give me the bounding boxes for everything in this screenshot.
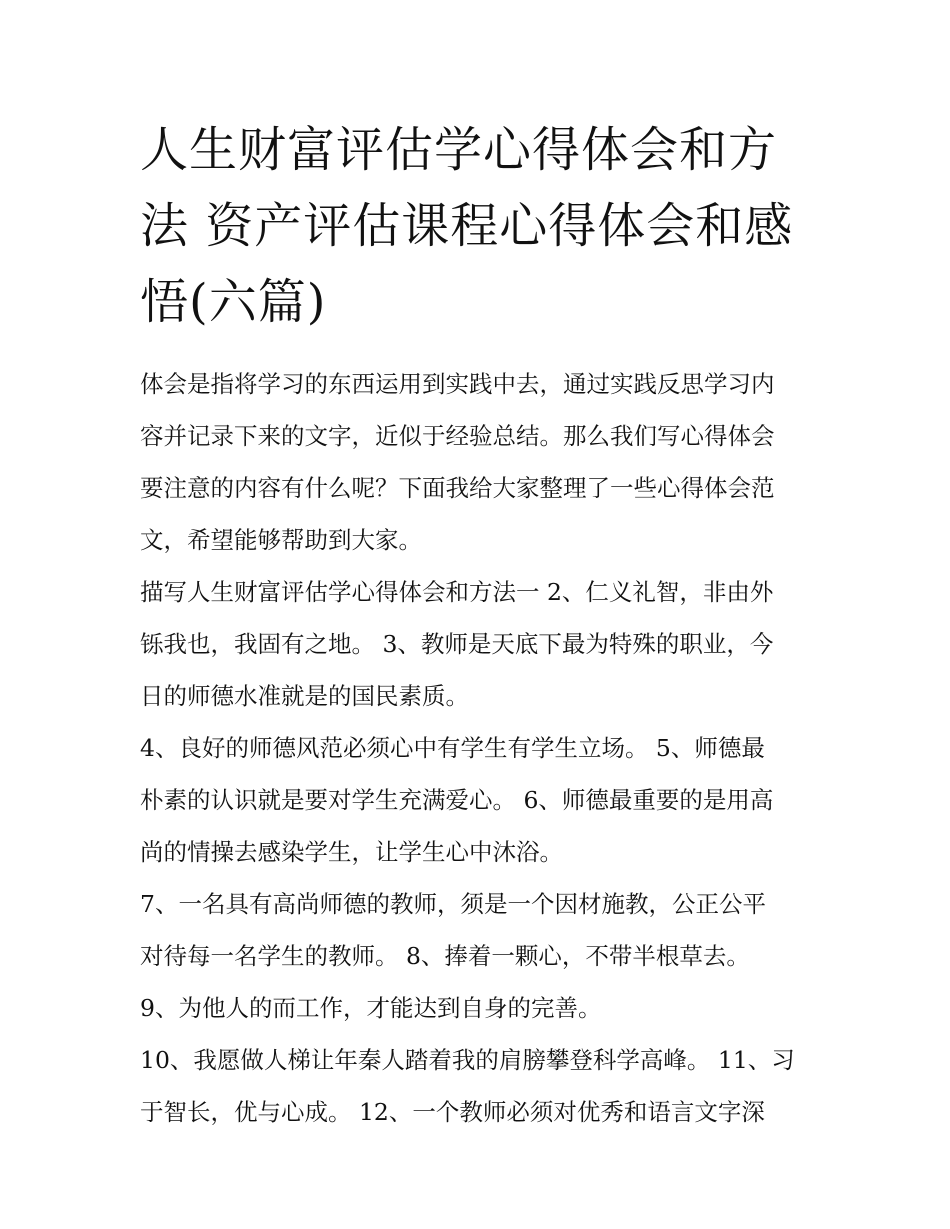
text-line: 日的师德水准就是的国民素质。 xyxy=(140,682,469,710)
document-body xyxy=(140,112,812,1138)
text-line: 描写人生财富评估学心得体会和方法一 2、仁义礼智，非由外 xyxy=(140,578,774,606)
document-paragraphs xyxy=(140,358,812,1138)
paragraph-items-7-8 xyxy=(140,878,812,982)
title-line: 悟(六篇) xyxy=(140,274,327,330)
text-line: 于智长，优与心成。 12、一个教师必须对优秀和语言文字深 xyxy=(140,1098,765,1126)
text-line: 体会是指将学习的东西运用到实践中去，通过实践反思学习内 xyxy=(140,370,775,398)
text-line: 要注意的内容有什么呢？下面我给大家整理了一些心得体会范 xyxy=(140,474,775,502)
text-line: 4、良好的师德风范必须心中有学生有学生立场。 5、师德最 xyxy=(140,734,765,762)
title-line: 法 资产评估课程心得体会和感 xyxy=(140,198,794,254)
text-line: 朴素的认识就是要对学生充满爱心。 6、师德最重要的是用高 xyxy=(140,786,774,814)
text-line: 文，希望能够帮助到大家。 xyxy=(140,526,422,554)
paragraph-items-4-6 xyxy=(140,722,812,878)
text-line: 容并记录下来的文字，近似于经验总结。那么我们写心得体会 xyxy=(140,422,775,450)
paragraph-intro xyxy=(140,358,812,566)
paragraph-section-one xyxy=(140,566,812,722)
document-title xyxy=(140,112,812,340)
paragraph-item-9 xyxy=(140,982,812,1034)
text-line: 铄我也，我固有之地。 3、教师是天底下最为特殊的职业，今 xyxy=(140,630,774,658)
text-line: 10、我愿做人梯让年秦人踏着我的肩膀攀登科学高峰。 11、习 xyxy=(140,1046,795,1074)
paragraph-items-10-12 xyxy=(140,1034,812,1138)
text-line: 7、一名具有高尚师德的教师，须是一个因材施教，公正公平 xyxy=(140,890,766,918)
text-line: 对待每一名学生的教师。 8、捧着一颗心，不带半根草去。 xyxy=(140,942,750,970)
text-line: 9、为他人的而工作，才能达到自身的完善。 xyxy=(140,994,602,1022)
title-line: 人生财富评估学心得体会和方 xyxy=(140,122,778,178)
text-line: 尚的情操去感染学生，让学生心中沐浴。 xyxy=(140,838,563,866)
